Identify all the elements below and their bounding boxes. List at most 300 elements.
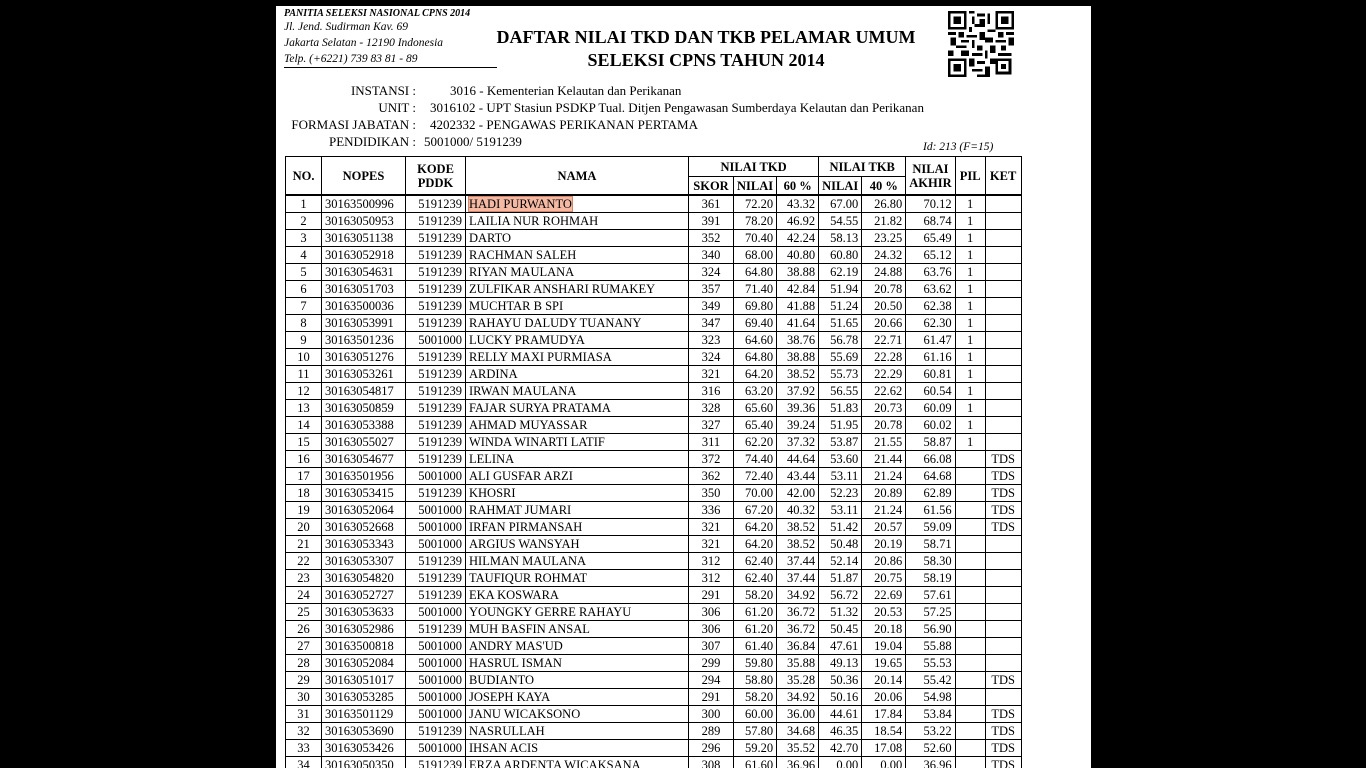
- cell-nilai-tkd: 74.40: [734, 451, 777, 468]
- cell-nilai-tkd: 61.40: [734, 638, 777, 655]
- cell-no: 15: [286, 434, 322, 451]
- cell-kode: 5001000: [406, 604, 466, 621]
- cell-40pct: 26.80: [862, 195, 906, 213]
- cell-no: 14: [286, 417, 322, 434]
- table-row: [286, 434, 1022, 451]
- cell-kode: 5191239: [406, 366, 466, 383]
- org-name: PANITIA SELEKSI NASIONAL CPNS 2014: [284, 8, 471, 19]
- cell-nama: IRWAN MAULANA: [466, 383, 689, 400]
- phone-line: Telp. (+6221) 739 83 81 - 89: [284, 53, 418, 65]
- cell-40pct: 20.06: [862, 689, 906, 706]
- cell-skor: 291: [689, 689, 734, 706]
- cell-ket: TDS: [985, 672, 1021, 689]
- score-table: [285, 156, 1022, 768]
- cell-skor: 324: [689, 264, 734, 281]
- cell-nama: AHMAD MUYASSAR: [466, 417, 689, 434]
- cell-nilai-tkb: 51.65: [819, 315, 862, 332]
- table-row: [286, 689, 1022, 706]
- cell-nilai-tkd: 65.40: [734, 417, 777, 434]
- table-row: [286, 757, 1022, 768]
- cell-skor: 312: [689, 553, 734, 570]
- cell-nama: YOUNGKY GERRE RAHAYU: [466, 604, 689, 621]
- cell-60pct: 37.44: [777, 553, 819, 570]
- cell-ket: [985, 570, 1021, 587]
- cell-skor: 311: [689, 434, 734, 451]
- cell-no: 5: [286, 264, 322, 281]
- table-body: [286, 195, 1022, 768]
- cell-pil: 1: [955, 315, 985, 332]
- cell-skor: 291: [689, 587, 734, 604]
- cell-skor: 299: [689, 655, 734, 672]
- cell-40pct: 21.24: [862, 502, 906, 519]
- cell-skor: 323: [689, 332, 734, 349]
- cell-nilai-akhir: 70.12: [906, 195, 955, 213]
- col-header-nilai-tkb: NILAI: [819, 177, 862, 196]
- cell-skor: 349: [689, 298, 734, 315]
- cell-nilai-tkb: 0.00: [819, 757, 862, 768]
- cell-nilai-tkb: 56.72: [819, 587, 862, 604]
- cell-no: 4: [286, 247, 322, 264]
- cell-ket: TDS: [985, 502, 1021, 519]
- cell-pil: 1: [955, 298, 985, 315]
- cell-nilai-tkd: 61.20: [734, 621, 777, 638]
- cell-pil: [955, 655, 985, 672]
- table-row: [286, 553, 1022, 570]
- cell-nilai-akhir: 55.42: [906, 672, 955, 689]
- table-row: [286, 195, 1022, 213]
- cell-skor: 289: [689, 723, 734, 740]
- cell-nilai-tkd: 67.20: [734, 502, 777, 519]
- cell-nama: RIYAN MAULANA: [466, 264, 689, 281]
- cell-nilai-akhir: 56.90: [906, 621, 955, 638]
- cell-ket: [985, 315, 1021, 332]
- cell-nopes: 30163053388: [322, 417, 406, 434]
- cell-nama: FAJAR SURYA PRATAMA: [466, 400, 689, 417]
- col-header-ket: KET: [985, 157, 1021, 196]
- cell-nama: IHSAN ACIS: [466, 740, 689, 757]
- cell-60pct: 35.52: [777, 740, 819, 757]
- cell-nilai-tkd: 59.80: [734, 655, 777, 672]
- cell-nopes: 30163052668: [322, 519, 406, 536]
- cell-nama: ALI GUSFAR ARZI: [466, 468, 689, 485]
- cell-40pct: 18.54: [862, 723, 906, 740]
- cell-nilai-tkd: 69.80: [734, 298, 777, 315]
- cell-40pct: 20.73: [862, 400, 906, 417]
- cell-no: 27: [286, 638, 322, 655]
- cell-nama: [466, 195, 689, 213]
- cell-kode: 5191239: [406, 757, 466, 768]
- cell-nama: RAHAYU DALUDY TUANANY: [466, 315, 689, 332]
- cell-nopes: 30163051138: [322, 230, 406, 247]
- cell-60pct: 44.64: [777, 451, 819, 468]
- cell-40pct: 22.62: [862, 383, 906, 400]
- cell-60pct: 38.52: [777, 519, 819, 536]
- cell-kode: 5191239: [406, 400, 466, 417]
- cell-kode: 5191239: [406, 485, 466, 502]
- table-row: [286, 587, 1022, 604]
- cell-40pct: 22.29: [862, 366, 906, 383]
- cell-nopes: 30163500036: [322, 298, 406, 315]
- cell-60pct: 42.24: [777, 230, 819, 247]
- cell-60pct: 39.24: [777, 417, 819, 434]
- cell-kode: 5001000: [406, 706, 466, 723]
- cell-nama: JANU WICAKSONO: [466, 706, 689, 723]
- cell-60pct: 39.36: [777, 400, 819, 417]
- cell-ket: TDS: [985, 757, 1021, 768]
- cell-no: 34: [286, 757, 322, 768]
- cell-no: 9: [286, 332, 322, 349]
- cell-no: 1: [286, 195, 322, 213]
- table-row: [286, 604, 1022, 621]
- cell-nopes: 30163054817: [322, 383, 406, 400]
- cell-no: 28: [286, 655, 322, 672]
- cell-nilai-tkb: 47.61: [819, 638, 862, 655]
- cell-kode: 5001000: [406, 672, 466, 689]
- cell-40pct: 20.50: [862, 298, 906, 315]
- table-row: [286, 315, 1022, 332]
- cell-nama: KHOSRI: [466, 485, 689, 502]
- highlighted-name: HADI PURWANTO: [469, 197, 572, 211]
- cell-kode: 5191239: [406, 417, 466, 434]
- instansi-value: 3016 - Kementerian Kelautan dan Perikanan: [450, 83, 682, 98]
- cell-kode: 5191239: [406, 213, 466, 230]
- header-rule: [284, 67, 497, 68]
- cell-60pct: 41.88: [777, 298, 819, 315]
- cell-kode: 5191239: [406, 383, 466, 400]
- cell-nilai-akhir: 54.98: [906, 689, 955, 706]
- cell-no: 3: [286, 230, 322, 247]
- cell-nilai-akhir: 62.30: [906, 315, 955, 332]
- cell-nama: LELINA: [466, 451, 689, 468]
- cell-nopes: 30163053343: [322, 536, 406, 553]
- unit-value: 3016102 - UPT Stasiun PSDKP Tual. Ditjen Pengawasan Sumberdaya Kelautan dan Perikanan: [430, 100, 924, 115]
- col-header-tkd: NILAI TKD: [689, 157, 819, 177]
- cell-pil: 1: [955, 264, 985, 281]
- col-header-pil: PIL: [955, 157, 985, 196]
- cell-no: 22: [286, 553, 322, 570]
- cell-40pct: 19.04: [862, 638, 906, 655]
- cell-nilai-akhir: 59.09: [906, 519, 955, 536]
- cell-40pct: 23.25: [862, 230, 906, 247]
- cell-60pct: 34.92: [777, 689, 819, 706]
- cell-nilai-tkb: 50.45: [819, 621, 862, 638]
- cell-ket: [985, 553, 1021, 570]
- col-header-nama: NAMA: [466, 157, 689, 196]
- cell-nilai-tkd: 78.20: [734, 213, 777, 230]
- cell-nilai-tkd: 59.20: [734, 740, 777, 757]
- table-row: [286, 672, 1022, 689]
- cell-nama: MUCHTAR B SPI: [466, 298, 689, 315]
- cell-skor: 352: [689, 230, 734, 247]
- cell-skor: 328: [689, 400, 734, 417]
- cell-skor: 306: [689, 621, 734, 638]
- cell-nama: NASRULLAH: [466, 723, 689, 740]
- cell-kode: 5001000: [406, 740, 466, 757]
- cell-60pct: 34.92: [777, 587, 819, 604]
- cell-40pct: 22.69: [862, 587, 906, 604]
- cell-nilai-tkb: 42.70: [819, 740, 862, 757]
- cell-nilai-tkd: 71.40: [734, 281, 777, 298]
- cell-nilai-tkb: 58.13: [819, 230, 862, 247]
- cell-nilai-tkb: 56.78: [819, 332, 862, 349]
- cell-kode: 5001000: [406, 502, 466, 519]
- cell-60pct: 35.88: [777, 655, 819, 672]
- cell-nilai-tkb: 50.36: [819, 672, 862, 689]
- cell-40pct: 22.71: [862, 332, 906, 349]
- cell-60pct: 36.72: [777, 604, 819, 621]
- cell-60pct: 38.52: [777, 536, 819, 553]
- cell-pil: [955, 570, 985, 587]
- cell-nilai-akhir: 62.89: [906, 485, 955, 502]
- cell-nilai-akhir: 61.47: [906, 332, 955, 349]
- cell-nopes: 30163500818: [322, 638, 406, 655]
- cell-ket: [985, 213, 1021, 230]
- cell-nilai-akhir: 36.96: [906, 757, 955, 768]
- address-line-1: Jl. Jend. Sudirman Kav. 69: [284, 21, 409, 33]
- col-header-60pct: 60 %: [777, 177, 819, 196]
- cell-no: 8: [286, 315, 322, 332]
- cell-ket: [985, 230, 1021, 247]
- cell-nilai-tkd: 64.80: [734, 264, 777, 281]
- cell-nilai-akhir: 60.54: [906, 383, 955, 400]
- cell-40pct: 20.14: [862, 672, 906, 689]
- cell-nilai-akhir: 63.76: [906, 264, 955, 281]
- cell-nilai-tkb: 51.42: [819, 519, 862, 536]
- cell-nilai-tkb: 55.69: [819, 349, 862, 366]
- cell-nama: RELLY MAXI PURMIASA: [466, 349, 689, 366]
- cell-nilai-akhir: 62.38: [906, 298, 955, 315]
- cell-nama: LAILIA NUR ROHMAH: [466, 213, 689, 230]
- cell-ket: TDS: [985, 451, 1021, 468]
- cell-nilai-akhir: 63.62: [906, 281, 955, 298]
- cell-nilai-tkd: 68.00: [734, 247, 777, 264]
- table-row: [286, 485, 1022, 502]
- cell-nilai-akhir: 66.08: [906, 451, 955, 468]
- cell-nilai-tkb: 49.13: [819, 655, 862, 672]
- cell-skor: 372: [689, 451, 734, 468]
- cell-no: 19: [286, 502, 322, 519]
- cell-kode: 5191239: [406, 298, 466, 315]
- qr-code-icon: [948, 11, 1014, 77]
- cell-nilai-tkd: 64.60: [734, 332, 777, 349]
- cell-kode: 5191239: [406, 570, 466, 587]
- cell-nopes: 30163052918: [322, 247, 406, 264]
- cell-kode: 5191239: [406, 723, 466, 740]
- col-header-no: NO.: [286, 157, 322, 196]
- cell-nama: HILMAN MAULANA: [466, 553, 689, 570]
- cell-nilai-tkb: 52.23: [819, 485, 862, 502]
- cell-nilai-tkb: 53.11: [819, 468, 862, 485]
- cell-ket: [985, 587, 1021, 604]
- cell-nilai-akhir: 57.61: [906, 587, 955, 604]
- cell-skor: 294: [689, 672, 734, 689]
- cell-nilai-akhir: 60.81: [906, 366, 955, 383]
- cell-no: 6: [286, 281, 322, 298]
- cell-pil: [955, 740, 985, 757]
- cell-nopes: 30163054820: [322, 570, 406, 587]
- cell-ket: [985, 400, 1021, 417]
- cell-nilai-tkb: 52.14: [819, 553, 862, 570]
- cell-ket: TDS: [985, 723, 1021, 740]
- cell-no: 21: [286, 536, 322, 553]
- cell-nilai-akhir: 65.12: [906, 247, 955, 264]
- cell-kode: 5191239: [406, 621, 466, 638]
- formasi-value: 4202332 - PENGAWAS PERIKANAN PERTAMA: [430, 117, 698, 132]
- cell-skor: 312: [689, 570, 734, 587]
- cell-nama: EKA KOSWARA: [466, 587, 689, 604]
- cell-ket: [985, 349, 1021, 366]
- cell-nilai-akhir: 53.22: [906, 723, 955, 740]
- table-row: [286, 366, 1022, 383]
- table-row: [286, 332, 1022, 349]
- cell-ket: [985, 621, 1021, 638]
- cell-ket: [985, 195, 1021, 213]
- cell-kode: 5191239: [406, 451, 466, 468]
- table-row: [286, 417, 1022, 434]
- cell-nopes: 30163052084: [322, 655, 406, 672]
- cell-nilai-tkd: 61.20: [734, 604, 777, 621]
- cell-skor: 306: [689, 604, 734, 621]
- cell-pil: 1: [955, 230, 985, 247]
- cell-kode: 5001000: [406, 689, 466, 706]
- cell-40pct: 17.08: [862, 740, 906, 757]
- cell-kode: 5001000: [406, 332, 466, 349]
- cell-pil: [955, 638, 985, 655]
- pendidikan-label: PENDIDIKAN :: [328, 134, 416, 149]
- cell-nopes: 30163050953: [322, 213, 406, 230]
- cell-skor: 357: [689, 281, 734, 298]
- cell-nilai-tkd: 57.80: [734, 723, 777, 740]
- cell-pil: 1: [955, 383, 985, 400]
- cell-ket: [985, 332, 1021, 349]
- cell-no: 24: [286, 587, 322, 604]
- cell-60pct: 37.92: [777, 383, 819, 400]
- cell-nama: ANDRY MAS'UD: [466, 638, 689, 655]
- cell-nilai-akhir: 58.71: [906, 536, 955, 553]
- cell-40pct: 20.57: [862, 519, 906, 536]
- cell-pil: 1: [955, 213, 985, 230]
- table-row: [286, 723, 1022, 740]
- cell-pil: [955, 536, 985, 553]
- cell-nopes: 30163050350: [322, 757, 406, 768]
- cell-nilai-tkd: 58.20: [734, 689, 777, 706]
- cell-pil: [955, 451, 985, 468]
- cell-nama: JOSEPH KAYA: [466, 689, 689, 706]
- cell-nilai-akhir: 58.19: [906, 570, 955, 587]
- cell-40pct: 21.55: [862, 434, 906, 451]
- cell-nopes: 30163500996: [322, 195, 406, 213]
- cell-skor: 300: [689, 706, 734, 723]
- table-row: [286, 247, 1022, 264]
- cell-skor: 327: [689, 417, 734, 434]
- cell-nilai-akhir: 60.09: [906, 400, 955, 417]
- cell-no: 2: [286, 213, 322, 230]
- cell-nama: BUDIANTO: [466, 672, 689, 689]
- cell-60pct: 38.88: [777, 264, 819, 281]
- pendidikan-value: 5001000/ 5191239: [424, 134, 522, 149]
- cell-pil: [955, 757, 985, 768]
- cell-skor: 340: [689, 247, 734, 264]
- cell-nopes: 30163053991: [322, 315, 406, 332]
- cell-60pct: 36.96: [777, 757, 819, 768]
- cell-skor: 361: [689, 195, 734, 213]
- cell-nilai-tkb: 53.11: [819, 502, 862, 519]
- cell-pil: [955, 672, 985, 689]
- cell-nilai-tkd: 60.00: [734, 706, 777, 723]
- cell-nilai-tkd: 65.60: [734, 400, 777, 417]
- col-header-tkb: NILAI TKB: [819, 157, 906, 177]
- cell-nopes: 30163052064: [322, 502, 406, 519]
- cell-nilai-tkd: 64.20: [734, 366, 777, 383]
- cell-ket: TDS: [985, 519, 1021, 536]
- cell-40pct: 19.65: [862, 655, 906, 672]
- cell-60pct: 40.80: [777, 247, 819, 264]
- table-row: [286, 230, 1022, 247]
- cell-40pct: 20.66: [862, 315, 906, 332]
- cell-60pct: 37.44: [777, 570, 819, 587]
- cell-kode: 5001000: [406, 468, 466, 485]
- table-row: [286, 638, 1022, 655]
- cell-ket: TDS: [985, 740, 1021, 757]
- unit-label: UNIT :: [378, 100, 416, 115]
- cell-pil: 1: [955, 417, 985, 434]
- cell-ket: [985, 689, 1021, 706]
- cell-ket: [985, 604, 1021, 621]
- cell-nopes: 30163053426: [322, 740, 406, 757]
- cell-nilai-akhir: 64.68: [906, 468, 955, 485]
- cell-pil: [955, 519, 985, 536]
- cell-ket: [985, 417, 1021, 434]
- cell-kode: 5191239: [406, 587, 466, 604]
- table-row: [286, 502, 1022, 519]
- cell-40pct: 24.88: [862, 264, 906, 281]
- address-line-2: Jakarta Selatan - 12190 Indonesia: [284, 37, 444, 49]
- cell-nilai-tkb: 51.94: [819, 281, 862, 298]
- cell-nopes: 30163052986: [322, 621, 406, 638]
- cell-pil: 1: [955, 281, 985, 298]
- cell-ket: TDS: [985, 706, 1021, 723]
- cell-pil: 1: [955, 332, 985, 349]
- cell-nopes: 30163053285: [322, 689, 406, 706]
- cell-nama: HASRUL ISMAN: [466, 655, 689, 672]
- cell-skor: 324: [689, 349, 734, 366]
- cell-kode: 5001000: [406, 519, 466, 536]
- cell-ket: [985, 264, 1021, 281]
- cell-kode: 5001000: [406, 536, 466, 553]
- cell-nilai-tkb: 46.35: [819, 723, 862, 740]
- cell-nopes: 30163051703: [322, 281, 406, 298]
- cell-skor: 308: [689, 757, 734, 768]
- table-row: [286, 706, 1022, 723]
- cell-40pct: 17.84: [862, 706, 906, 723]
- cell-60pct: 40.32: [777, 502, 819, 519]
- table-row: [286, 468, 1022, 485]
- cell-no: 7: [286, 298, 322, 315]
- cell-60pct: 38.88: [777, 349, 819, 366]
- cell-pil: [955, 553, 985, 570]
- cell-40pct: 21.82: [862, 213, 906, 230]
- cell-40pct: 22.28: [862, 349, 906, 366]
- cell-nilai-akhir: 58.30: [906, 553, 955, 570]
- cell-nopes: 30163053307: [322, 553, 406, 570]
- cell-nopes: 30163501956: [322, 468, 406, 485]
- cell-nopes: 30163051017: [322, 672, 406, 689]
- cell-ket: TDS: [985, 485, 1021, 502]
- cell-40pct: 20.89: [862, 485, 906, 502]
- cell-skor: 321: [689, 519, 734, 536]
- cell-ket: [985, 281, 1021, 298]
- col-header-kode: KODE PDDK: [406, 157, 466, 196]
